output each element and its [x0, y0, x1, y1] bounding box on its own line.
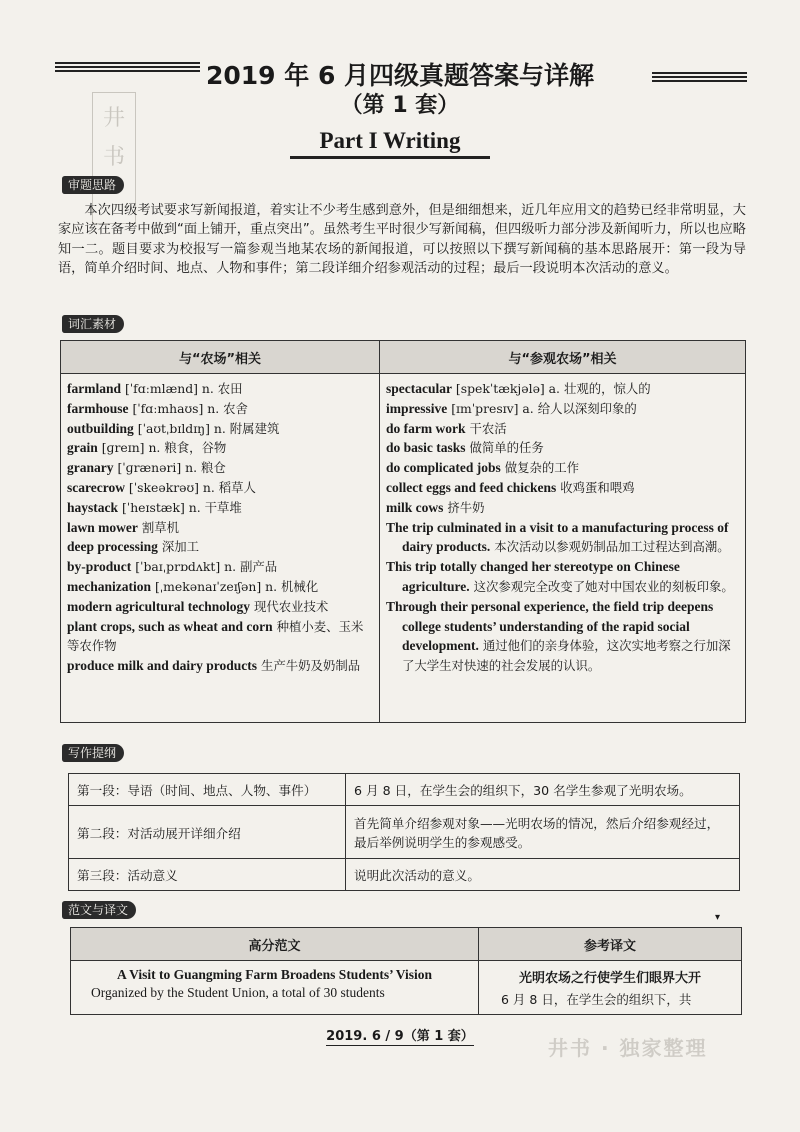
vocab-meaning: 副产品: [239, 559, 278, 575]
vocab-item: [67, 458, 373, 478]
vocab-meaning: 干草堆: [204, 499, 242, 515]
table-row: [69, 859, 740, 891]
vocab-item: [386, 438, 739, 458]
phrase-translation: 本次活动以参观奶制品加工过程达到高潮。: [490, 539, 730, 555]
vocab-meaning: 农田: [217, 381, 243, 396]
vocab-term: deep processing: [67, 539, 158, 555]
outline-value: 首先简单介绍参观对象——光明农场的情况，然后介绍参观经过，最后举例说明学生的参观感受。: [346, 806, 740, 859]
vocab-meaning: 种植小麦、玉米等农作物: [67, 618, 364, 654]
vocab-item: [67, 478, 373, 498]
vocab-term: granary: [67, 460, 114, 476]
vocab-phrase: [386, 518, 739, 558]
phrase-english: The trip culminated in a visit to a manufacturing process of dairy products.: [386, 519, 729, 555]
vocab-item: [67, 399, 373, 419]
vocab-term: do basic tasks: [386, 440, 466, 456]
vocab-item: [386, 458, 739, 478]
vocab-phonetic: [ɡreɪn] n.: [97, 440, 165, 456]
vocab-phonetic: [ˈɡrænəri] n.: [113, 460, 202, 476]
vocab-term: spectacular: [386, 381, 452, 396]
vocab-item: [386, 399, 739, 419]
vocab-right-column: [380, 374, 746, 723]
vocab-meaning: 附属建筑: [229, 420, 280, 436]
vocab-item: [67, 537, 373, 557]
vocab-phonetic: [ˈheɪstæk] n.: [118, 499, 205, 515]
table-row: [69, 806, 740, 859]
vocab-term: farmland: [67, 381, 121, 396]
vocab-meaning: 生产牛奶及奶制品: [261, 658, 361, 674]
vocab-phrase: [386, 597, 739, 676]
phrase-english: Through their personal experience, the field trip deepens college students’ understanding of the rapid social development.: [386, 598, 714, 654]
vocab-term: do farm work: [386, 420, 466, 436]
vocab-meaning: 农舍: [223, 400, 248, 416]
vocab-meaning: 粮仓: [201, 460, 226, 476]
vocab-item: [386, 379, 739, 399]
side-stamp: 井 书: [92, 92, 136, 224]
vocab-term: grain: [67, 440, 98, 456]
vocab-term: impressive: [386, 400, 448, 416]
essay-title: A Visit to Guangming Farm Broadens Students’ Vision: [117, 967, 432, 982]
watermark-text: 井书 · 独家整理: [548, 1036, 708, 1060]
vocab-meaning: 干农活: [469, 420, 507, 436]
vocab-phonetic: [ˌmekənaɪˈzeɪʃən] n.: [151, 578, 281, 594]
vocab-meaning: 稻草人: [218, 479, 256, 495]
sample-header-right: 参考译文: [479, 928, 742, 961]
vocab-phonetic: [ˈbaɪˌprɒdʌkt] n.: [131, 559, 240, 575]
vocab-phonetic: [ˈskeəkrəʊ] n.: [124, 479, 219, 495]
page-title: 2019 年 6 月四级真题答案与详解: [205, 61, 595, 90]
vocab-meaning: 壮观的，惊人的: [563, 381, 651, 396]
vocab-meaning: 机械化: [280, 578, 319, 594]
vocab-term: lawn mower: [67, 519, 138, 535]
sample-translation-cell: [479, 961, 742, 1015]
vocab-item: [386, 498, 739, 518]
outline-table: [68, 773, 740, 891]
decorative-mark: ▾: [715, 912, 721, 923]
outline-key: 第三段：活动意义: [69, 859, 346, 891]
vocab-left-column: [61, 374, 380, 723]
translation-title: 光明农场之行使学生们眼界大开: [518, 971, 701, 986]
page-subtitle: （第 1 套）: [340, 93, 460, 118]
vocab-meaning: 做简单的任务: [469, 440, 544, 456]
section-label-vocab: 词汇素材: [62, 315, 124, 333]
vocab-item: [67, 597, 373, 617]
table-row: [69, 774, 740, 806]
vocab-item: [67, 438, 373, 458]
vocab-term: haystack: [67, 499, 119, 515]
vocab-term: mechanization: [67, 578, 151, 594]
vocab-term: do complicated jobs: [386, 460, 501, 476]
section-label-analysis: 审题思路: [62, 176, 124, 194]
vocab-header-right: 与“参观农场”相关: [380, 341, 746, 374]
page-number: 2019. 6 / 9（第 1 套）: [326, 1029, 474, 1044]
analysis-paragraph: 本次四级考试要求写新闻报道，着实让不少考生感到意外，但是细细想来，近几年应用文的趋势已经非常明显，大家应该在备考中做到“面上铺开，重点突出”。虽然考生平时很少写新闻稿，但四级听力部分涉及新闻听力，所以也应略知一二。题目要求为校报写一篇参观当地某农场的新闻报道，可以按照以下撰写新闻稿的基本思路展开：第一段为导语，简单介绍时间、地点、人物和事件；第二段详细介绍参观活动的过程；最后一段说明本次活动的意义。: [58, 203, 746, 277]
phrase-english: This trip totally changed her stereotype on Chinese agriculture.: [386, 559, 680, 594]
vocab-meaning: 现代农业技术: [253, 598, 329, 614]
vocab-item: [386, 419, 739, 439]
vocab-phonetic: [ˈaʊtˌbɪldɪŋ] n.: [133, 420, 230, 436]
phrase-translation: 这次参观完全改变了她对中国农业的刻板印象。: [469, 578, 734, 594]
vocab-meaning: 粮食，谷物: [164, 440, 227, 456]
vocab-header-left: 与“农场”相关: [61, 341, 380, 374]
vocab-term: produce milk and dairy products: [67, 658, 258, 674]
vocab-table: [60, 340, 746, 723]
outline-value: 6 月 8 日，在学生会的组织下，30 名学生参观了光明农场。: [346, 774, 740, 806]
vocab-meaning: 深加工: [161, 539, 200, 555]
sample-table: [70, 927, 742, 1015]
vocab-meaning: 挤牛奶: [447, 499, 485, 515]
vocab-phonetic: [spekˈtækjələ] a.: [451, 381, 564, 396]
vocab-term: collect eggs and feed chickens: [386, 479, 557, 495]
vocab-item: [67, 518, 373, 538]
vocab-item: [67, 498, 373, 518]
vocab-meaning: 割草机: [141, 519, 179, 535]
essay-body: Organized by the Student Union, a total of 30 students: [91, 985, 385, 1000]
vocab-phonetic: [ˈfɑːmlænd] n.: [121, 381, 218, 396]
translation-body: 6 月 8 日，在学生会的组织下，共: [501, 992, 692, 1007]
section-label-outline: 写作提纲: [62, 744, 124, 762]
vocab-term: milk cows: [386, 499, 444, 515]
vocab-item: [67, 656, 373, 676]
vocab-item: [386, 478, 739, 498]
vocab-item: [67, 557, 373, 577]
vocab-item: [67, 617, 373, 657]
outline-key: 第一段：导语（时间、地点、人物、事件）: [69, 774, 346, 806]
part-heading: Part I Writing: [290, 128, 490, 159]
vocab-term: farmhouse: [67, 400, 129, 416]
vocab-term: modern agricultural technology: [67, 598, 250, 614]
vocab-item: [67, 419, 373, 439]
vocab-meaning: 给人以深刻印象的: [537, 400, 637, 416]
vocab-meaning: 收鸡蛋和喂鸡: [560, 479, 635, 495]
outline-key: 第二段：对活动展开详细介绍: [69, 806, 346, 859]
vocab-item: [67, 577, 373, 597]
vocab-item: [67, 379, 373, 399]
vocab-term: scarecrow: [67, 479, 125, 495]
outline-value: 说明此次活动的意义。: [346, 859, 740, 891]
vocab-term: by-product: [67, 559, 132, 575]
phrase-translation: 通过他们的亲身体验，这次实地考察之行加深了大学生对快速的社会发展的认识。: [402, 638, 731, 674]
section-label-sample: 范文与译文: [62, 901, 136, 919]
vocab-term: outbuilding: [67, 420, 134, 436]
vocab-term: plant crops, such as wheat and corn: [67, 618, 273, 634]
vocab-phrase: [386, 557, 739, 597]
sample-header-left: 高分范文: [71, 928, 479, 961]
vocab-meaning: 做复杂的工作: [504, 460, 580, 476]
vocab-phonetic: [ˈfɑːmhaʊs] n.: [128, 400, 224, 416]
sample-essay-cell: [71, 961, 479, 1015]
vocab-phonetic: [ɪmˈpresɪv] a.: [447, 400, 538, 416]
